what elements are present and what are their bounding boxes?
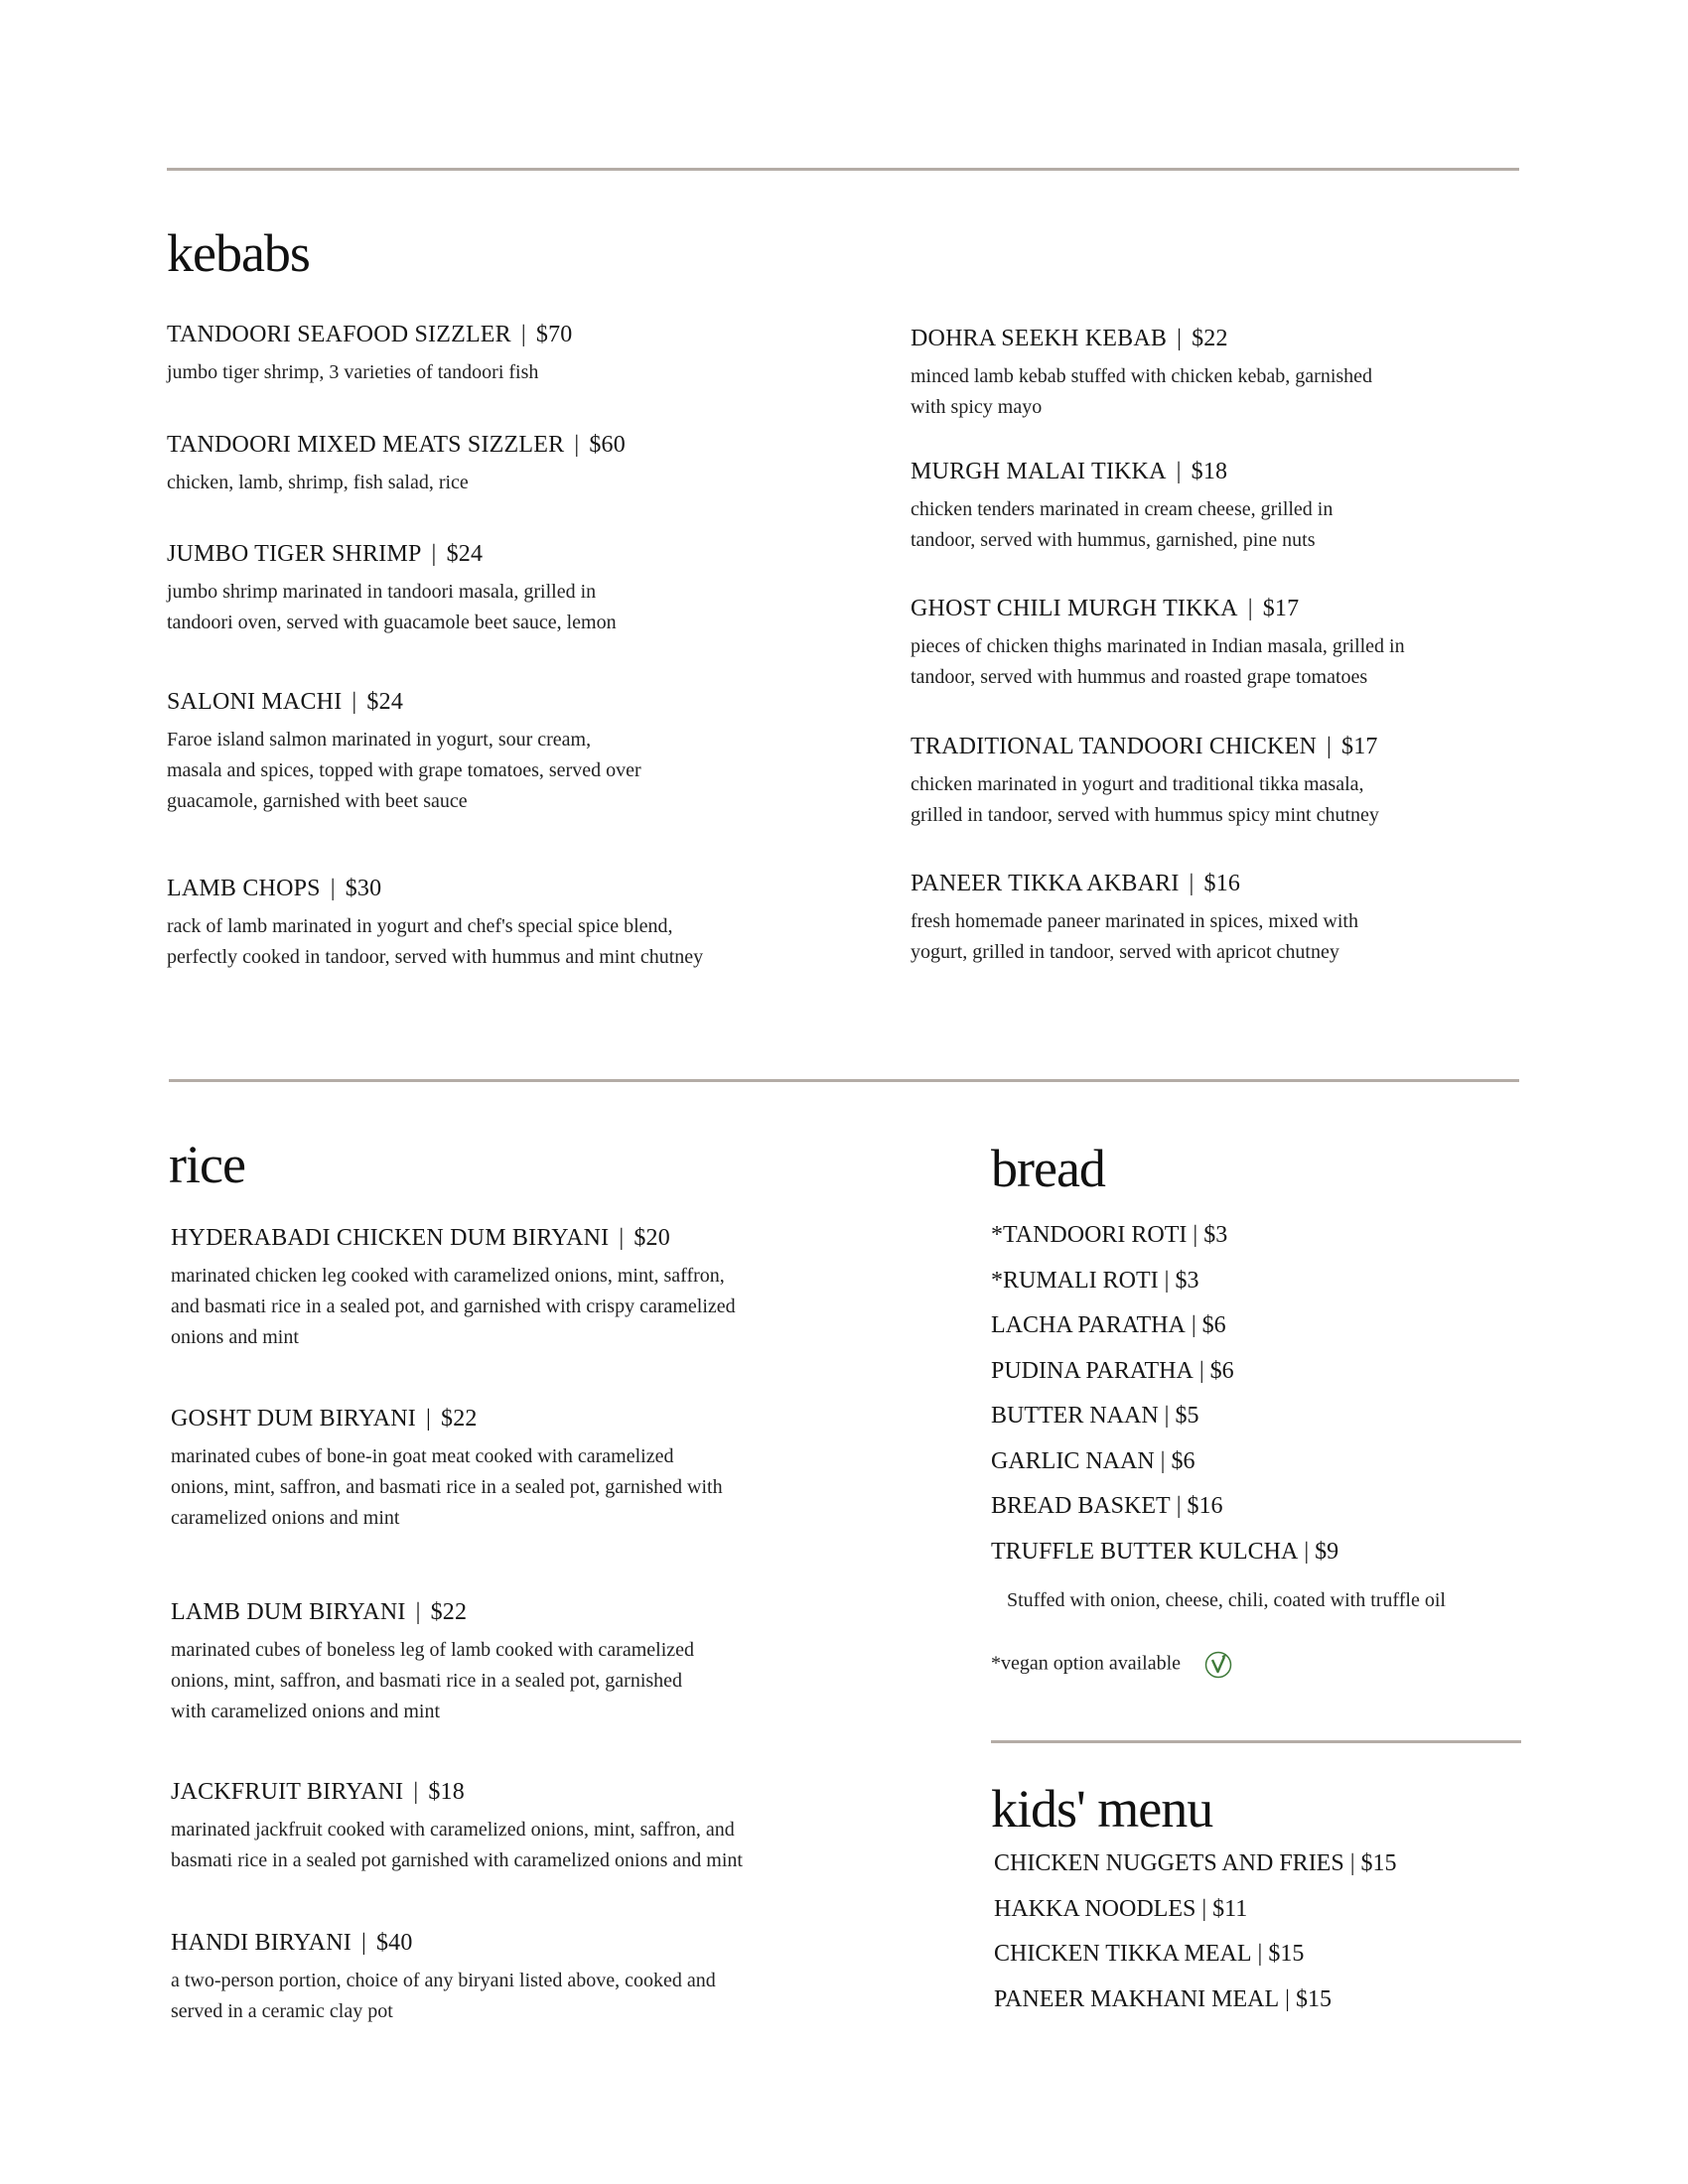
description-line: pieces of chicken thighs marinated in Indian masala, grilled in	[911, 635, 1405, 657]
kids-divider	[991, 1740, 1521, 1743]
menu-item-description	[171, 1441, 723, 1534]
menu-item-heading	[167, 874, 703, 903]
description-line: guacamole, garnished with beet sauce	[167, 790, 468, 812]
menu-item-name: HYDERABADI CHICKEN DUM BIRYANI	[171, 1225, 610, 1251]
menu-item	[171, 1223, 736, 1353]
description-line: jumbo shrimp marinated in tandoori masala, grilled in	[167, 581, 597, 603]
price-separator: |	[1164, 1268, 1170, 1294]
menu-item-price: $20	[633, 1225, 670, 1251]
menu-item-heading	[171, 1223, 736, 1253]
price-separator: |	[360, 1930, 366, 1956]
menu-item-description	[167, 577, 617, 638]
description-line: jumbo tiger shrimp, 3 varieties of tandoori fish	[167, 361, 539, 383]
menu-item-price: $40	[375, 1930, 413, 1956]
menu-item-name: HAKKA NOODLES	[994, 1896, 1196, 1922]
menu-item-description	[911, 494, 1333, 556]
menu-item-name: TANDOORI SEAFOOD SIZZLER	[167, 322, 511, 347]
menu-item-name: BREAD BASKET	[991, 1493, 1171, 1519]
menu-item-name: PANEER MAKHANI MEAL	[994, 1986, 1280, 2012]
menu-item	[167, 320, 573, 388]
menu-item	[171, 1597, 694, 1727]
menu-item	[994, 1848, 1397, 1878]
menu-item-description	[171, 1815, 743, 1876]
menu-item-heading	[171, 1777, 743, 1807]
description-line: onions, mint, saffron, and basmati rice in a sealed pot, garnished	[171, 1670, 683, 1692]
menu-item-price: $9	[1315, 1539, 1339, 1565]
price-separator: |	[1349, 1850, 1355, 1876]
menu-item-name: PUDINA PARATHA	[991, 1358, 1194, 1384]
menu-item	[991, 1266, 1198, 1296]
price-separator: |	[1285, 1986, 1290, 2012]
price-separator: |	[426, 1406, 432, 1432]
middle-divider	[169, 1079, 1519, 1082]
description-line: onions, mint, saffron, and basmati rice in a sealed pot, garnished with	[171, 1476, 723, 1498]
menu-item-price: $17	[1262, 596, 1300, 621]
description-line: with spicy mayo	[911, 396, 1043, 418]
description-line: marinated cubes of boneless leg of lamb cooked with caramelized	[171, 1639, 695, 1661]
price-separator: |	[415, 1599, 421, 1625]
menu-item	[991, 1491, 1223, 1521]
menu-item-name: BUTTER NAAN	[991, 1403, 1159, 1429]
price-separator: |	[1160, 1448, 1166, 1474]
menu-item	[911, 869, 1358, 968]
menu-item-heading	[911, 732, 1379, 761]
description-line: caramelized onions and mint	[171, 1507, 400, 1529]
menu-item-heading	[167, 320, 573, 349]
kulcha-description: Stuffed with onion, cheese, chili, coated with truffle oil	[1007, 1589, 1446, 1611]
menu-item-description	[911, 361, 1372, 423]
menu-item-name: *TANDOORI ROTI	[991, 1222, 1188, 1248]
menu-item-heading	[911, 594, 1405, 623]
menu-item-heading	[171, 1404, 723, 1433]
menu-item	[991, 1356, 1234, 1386]
description-line: grilled in tandoor, served with hummus spicy mint chutney	[911, 804, 1379, 826]
menu-item-price: $30	[345, 876, 382, 901]
section-title-kebabs: kebabs	[167, 223, 310, 283]
description-line: tandoori oven, served with guacamole beet sauce, lemon	[167, 612, 617, 633]
menu-item-heading	[171, 1597, 694, 1627]
menu-item	[167, 687, 641, 817]
menu-item-name: PANEER TIKKA AKBARI	[911, 871, 1180, 896]
price-separator: |	[1326, 734, 1332, 759]
description-line: chicken, lamb, shrimp, fish salad, rice	[167, 472, 469, 493]
menu-item-name: LACHA PARATHA	[991, 1312, 1186, 1338]
menu-item	[991, 1446, 1195, 1476]
menu-item-price: $18	[428, 1779, 465, 1805]
menu-item	[167, 539, 617, 638]
menu-item	[171, 1404, 723, 1534]
vegan-check-icon	[1203, 1650, 1233, 1680]
menu-item-price: $15	[1295, 1986, 1332, 2012]
menu-item-price: $24	[446, 541, 484, 567]
top-divider	[167, 168, 1519, 171]
menu-item-price: $70	[535, 322, 573, 347]
price-separator: |	[352, 689, 357, 715]
menu-item-price: $6	[1171, 1448, 1196, 1474]
menu-item	[991, 1310, 1226, 1340]
menu-item-description	[911, 906, 1358, 968]
menu-item-price: $17	[1341, 734, 1378, 759]
menu-item-name: GARLIC NAAN	[991, 1448, 1155, 1474]
menu-item-price: $5	[1175, 1403, 1199, 1429]
menu-item-heading	[171, 1928, 716, 1958]
menu-item-description	[167, 725, 641, 817]
price-separator: |	[1198, 1358, 1204, 1384]
description-line: Faroe island salmon marinated in yogurt, sour cream,	[167, 729, 592, 751]
section-title-bread: bread	[991, 1139, 1105, 1198]
menu-item-description	[171, 1261, 736, 1353]
menu-item-price: $16	[1187, 1493, 1223, 1519]
menu-item-name: GOSHT DUM BIRYANI	[171, 1406, 416, 1432]
menu-item-heading	[911, 457, 1333, 486]
menu-item-price: $15	[1268, 1941, 1305, 1967]
menu-item-name: SALONI MACHI	[167, 689, 343, 715]
description-line: masala and spices, topped with grape tomatoes, served over	[167, 759, 641, 781]
description-line: with caramelized onions and mint	[171, 1701, 441, 1722]
price-separator: |	[1193, 1222, 1198, 1248]
menu-item-description	[167, 911, 703, 973]
menu-item-price: $18	[1191, 459, 1228, 484]
menu-item	[167, 874, 703, 973]
description-line: chicken tenders marinated in cream cheese, grilled in	[911, 498, 1334, 520]
menu-item-name: CHICKEN TIKKA MEAL	[994, 1941, 1252, 1967]
menu-item-heading	[167, 687, 641, 717]
menu-item-description	[911, 769, 1379, 831]
menu-item-price: $24	[366, 689, 404, 715]
menu-item-heading	[911, 869, 1358, 898]
menu-item-description	[911, 631, 1405, 693]
section-title-kids-menu: kids' menu	[991, 1779, 1213, 1839]
price-separator: |	[1191, 1312, 1196, 1338]
menu-item	[911, 457, 1333, 556]
description-line: basmati rice in a sealed pot garnished with caramelized onions and mint	[171, 1849, 743, 1871]
menu-item-name: MURGH MALAI TIKKA	[911, 459, 1167, 484]
menu-item-name: TRUFFLE BUTTER KULCHA	[991, 1539, 1299, 1565]
price-separator: |	[619, 1225, 625, 1251]
price-separator: |	[520, 322, 526, 347]
description-line: onions and mint	[171, 1326, 299, 1348]
price-separator: |	[1177, 326, 1183, 351]
description-line: served in a ceramic clay pot	[171, 2000, 393, 2022]
price-separator: |	[330, 876, 336, 901]
description-line: minced lamb kebab stuffed with chicken kebab, garnished	[911, 365, 1373, 387]
menu-item-price: $6	[1201, 1312, 1226, 1338]
menu-item	[911, 594, 1405, 693]
menu-item-price: $3	[1203, 1222, 1228, 1248]
menu-item	[994, 1939, 1304, 1969]
menu-item	[911, 732, 1379, 831]
price-separator: |	[1189, 871, 1195, 896]
menu-item-heading	[911, 324, 1372, 353]
price-separator: |	[1164, 1403, 1170, 1429]
price-separator: |	[574, 432, 580, 458]
menu-item-name: *RUMALI ROTI	[991, 1268, 1159, 1294]
menu-item-name: JACKFRUIT BIRYANI	[171, 1779, 404, 1805]
menu-item-price: $11	[1212, 1896, 1248, 1922]
menu-item-name: DOHRA SEEKH KEBAB	[911, 326, 1168, 351]
description-line: chicken marinated in yogurt and traditional tikka masala,	[911, 773, 1364, 795]
menu-item-price: $6	[1209, 1358, 1234, 1384]
menu-item-name: TRADITIONAL TANDOORI CHICKEN	[911, 734, 1317, 759]
description-line: marinated cubes of bone-in goat meat cooked with caramelized	[171, 1445, 674, 1467]
menu-item	[991, 1537, 1338, 1567]
menu-item	[171, 1928, 716, 2027]
description-line: marinated jackfruit cooked with caramelized onions, mint, saffron, and	[171, 1819, 735, 1841]
menu-item-name: JUMBO TIGER SHRIMP	[167, 541, 422, 567]
description-line: tandoor, served with hummus and roasted grape tomatoes	[911, 666, 1368, 688]
price-separator: |	[413, 1779, 419, 1805]
menu-item-name: HANDI BIRYANI	[171, 1930, 352, 1956]
menu-item	[171, 1777, 743, 1876]
menu-item	[991, 1220, 1227, 1250]
price-separator: |	[1247, 596, 1253, 621]
price-separator: |	[1176, 459, 1182, 484]
menu-item-description	[171, 1635, 694, 1727]
menu-item-price: $22	[430, 1599, 468, 1625]
menu-item	[994, 1894, 1247, 1924]
price-separator: |	[1201, 1896, 1207, 1922]
menu-item-heading	[167, 430, 626, 460]
menu-item-description	[167, 357, 573, 388]
price-separator: |	[431, 541, 437, 567]
price-separator: |	[1257, 1941, 1263, 1967]
description-line: marinated chicken leg cooked with caramelized onions, mint, saffron,	[171, 1265, 725, 1287]
menu-item-price: $22	[1192, 326, 1228, 351]
menu-item-price: $60	[589, 432, 626, 458]
menu-item-description	[167, 468, 626, 498]
section-title-rice: rice	[169, 1135, 245, 1194]
menu-item-name: CHICKEN NUGGETS AND FRIES	[994, 1850, 1344, 1876]
menu-item	[994, 1984, 1332, 2014]
description-line: and basmati rice in a sealed pot, and garnished with crispy caramelized	[171, 1296, 736, 1317]
menu-item-heading	[167, 539, 617, 569]
vegan-note-text: *vegan option available	[991, 1652, 1182, 1675]
menu-item-name: GHOST CHILI MURGH TIKKA	[911, 596, 1238, 621]
menu-item-description	[171, 1966, 716, 2027]
menu-item	[991, 1401, 1198, 1431]
menu-item-name: LAMB CHOPS	[167, 876, 321, 901]
description-line: yogurt, grilled in tandoor, served with apricot chutney	[911, 941, 1339, 963]
description-line: fresh homemade paneer marinated in spices, mixed with	[911, 910, 1358, 932]
vegan-note	[991, 1650, 1233, 1680]
menu-item	[911, 324, 1372, 423]
menu-item-price: $22	[441, 1406, 478, 1432]
description-line: a two-person portion, choice of any biryani listed above, cooked and	[171, 1970, 716, 1991]
menu-item	[167, 430, 626, 498]
description-line: tandoor, served with hummus, garnished, pine nuts	[911, 529, 1316, 551]
price-separator: |	[1304, 1539, 1310, 1565]
menu-item-name: TANDOORI MIXED MEATS SIZZLER	[167, 432, 565, 458]
menu-item-price: $16	[1203, 871, 1241, 896]
description-line: perfectly cooked in tandoor, served with hummus and mint chutney	[167, 946, 704, 968]
menu-item-name: LAMB DUM BIRYANI	[171, 1599, 406, 1625]
price-separator: |	[1176, 1493, 1182, 1519]
menu-item-price: $15	[1360, 1850, 1397, 1876]
description-line: rack of lamb marinated in yogurt and chef's special spice blend,	[167, 915, 673, 937]
menu-item-price: $3	[1175, 1268, 1199, 1294]
